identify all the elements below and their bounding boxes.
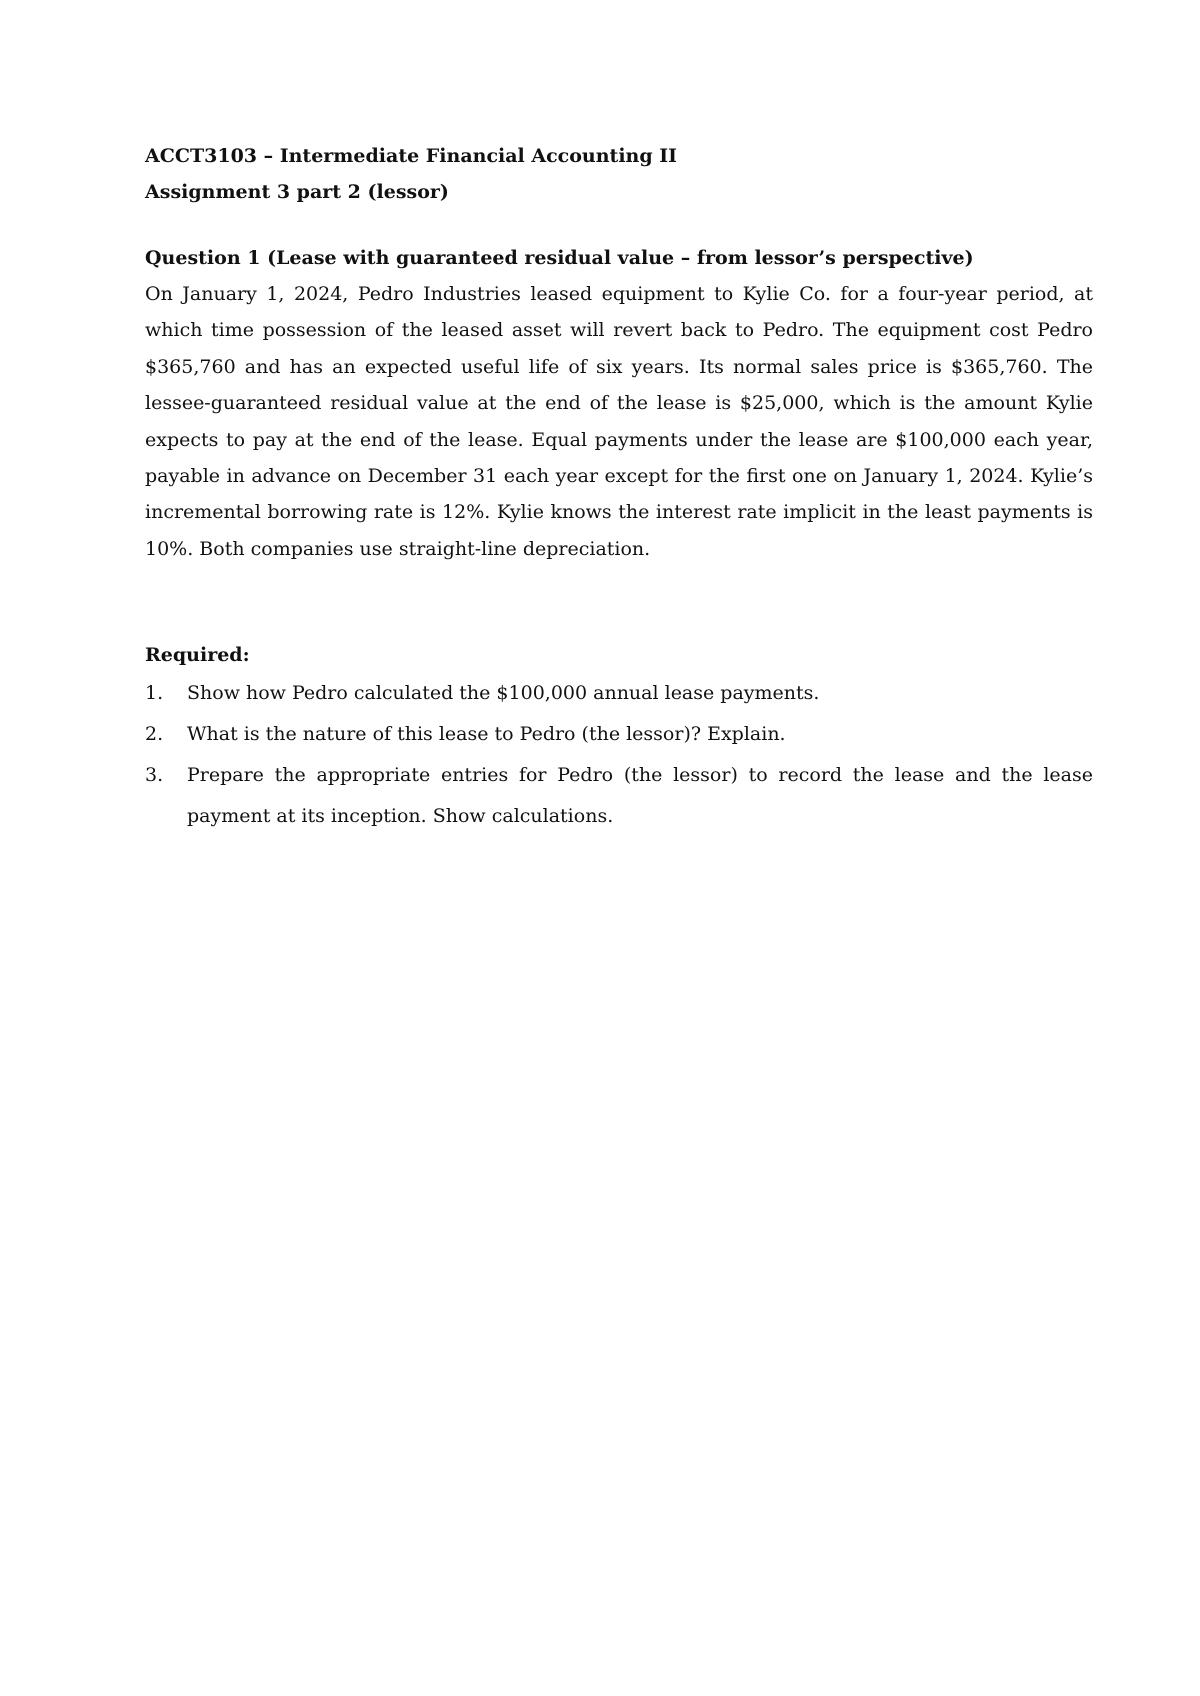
question-heading: Question 1 (Lease with guaranteed residual value – from lessor’s perspective) — [145, 247, 974, 269]
item-text: Show how Pedro calculated the $100,000 annual lease payments. — [187, 682, 820, 705]
item-text: Prepare the appropriate entries for Pedro (the lessor) to record the lease and the lease payment at its inception. Show calculations. — [187, 764, 1093, 828]
item-text: What is the nature of this lease to Pedro (the lessor)? Explain. — [187, 723, 786, 746]
spacer — [145, 210, 1093, 240]
required-item-1 — [145, 673, 1093, 714]
item-number: 2. — [145, 723, 164, 746]
item-number: 3. — [145, 764, 164, 787]
assignment-title: Assignment 3 part 2 (lessor) — [145, 181, 449, 203]
spacer — [145, 567, 1093, 637]
question-body: On January 1, 2024, Pedro Industries leased equipment to Kylie Co. for a four-year period, at which time possession of the leased asset will revert back to Pedro. The equipment cost Pedro $365,760 and has an expected useful life of six years. Its normal sales price is $365,760. The lessee-guaranteed residual value at the end of the lease is $25,000, which is the amount Kylie expects to pay at the end of the lease. Equal payments under the lease are $100,000 each year, payable in advance on December 31 each year except for the first one on January 1, 2024. Kylie’s incremental borrowing rate is 12%. Kylie knows the interest rate implicit in the least payments is 10%. Both companies use straight-line depreciation. — [145, 283, 1093, 560]
document-page — [145, 138, 1093, 837]
required-list — [145, 673, 1093, 837]
required-item-3 — [145, 755, 1093, 837]
required-heading: Required: — [145, 644, 250, 667]
course-title: ACCT3103 – Intermediate Financial Accounting II — [145, 145, 678, 167]
item-number: 1. — [145, 682, 164, 705]
required-item-2 — [145, 714, 1093, 755]
